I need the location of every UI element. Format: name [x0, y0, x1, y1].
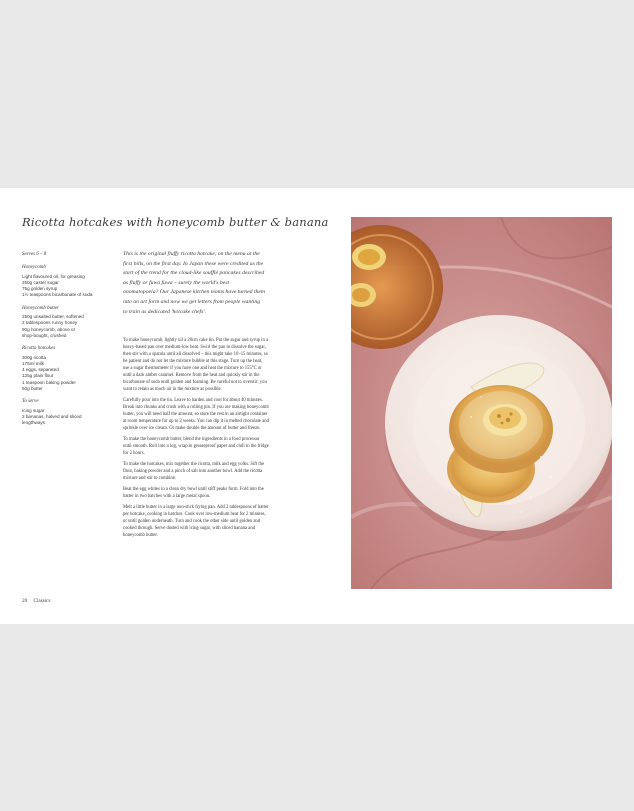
ingredient-group [22, 346, 114, 392]
ingredient-group-title: Ricotta hotcakes [22, 346, 56, 352]
ingredient-groups [22, 265, 114, 426]
ingredient-item: 300g ricotta [22, 354, 47, 360]
cookbook-page [0, 188, 634, 624]
section-name: Classics [33, 598, 51, 604]
ingredient-item: Light flavoured oil, for greasing [22, 273, 85, 279]
ingredient-item: Icing sugar [22, 407, 45, 413]
recipe-title: Ricotta hotcakes with honeycomb butter & banana [22, 215, 329, 229]
recipe-method [123, 338, 269, 544]
ingredient-item: 1 teaspoon baking powder [22, 379, 76, 385]
ingredient-item: 2 bananas, halved and sliced [22, 413, 82, 419]
ingredients-list [22, 252, 114, 434]
ingredient-group [22, 306, 114, 339]
ingredient-item: lengthways [22, 420, 45, 426]
ingredient-item: 175ml milk [22, 360, 44, 366]
method-step: Melt a little butter in a large non-stick frying pan. Add 2 tablespoons of batter per hotcake, cooking in batches. Cook over low-medium heat for 2 minutes, or until golden underneath. Turn and cook the other side until golden and cooked through. Serve dusted with icing sugar, with sliced banana and honeycomb butter. [123, 504, 269, 538]
page-footer [22, 598, 56, 604]
recipe-intro: This is the original fluffy ricotta hotcake, on the menu at the first bills, on the first day. In Japan these were credited as the start of the trend for the cloud-like soufflé pancakes described as fluffy or fuwa fuwa – surely the world's best onomatopoeia? Our Japanese kitchen teams have turned them into an art form and now we get letters from people wanting to train as dedicated 'hotcake chefs'. [123, 251, 265, 315]
ingredient-item: 90g honeycomb, above or [22, 326, 76, 332]
ingredient-item: shop-bought, crushed [22, 332, 67, 338]
food-photo-hotcakes-icon [351, 217, 612, 589]
method-step: Carefully pour into the tin. Leave to harden and cool for about 40 minutes. Break into chunks and crush with a rolling pin. If you are making honeycomb butter, you will need half the amount, so store the rest in an airtight container at room temperature for up to 2 weeks. You can dip it in melted chocolate and sprinkle over ice cream. Or make double the amount of butter and freeze. [123, 397, 269, 431]
ingredient-group-title: Honeycomb butter [22, 305, 60, 311]
page-number: 20 [22, 598, 28, 604]
ingredient-item: 50g butter [22, 386, 43, 392]
method-step: To make honeycomb, lightly oil a 20cm cake tin. Put the sugar and syrup in a heavy-based pan over medium-low heat. Swirl the pan to dissolve the sugar, then stir with a spatula until all dissolved – this might take 10–15 minutes, so be patient and do not let the mixture bubble at this stage. Turn up the heat, use a sugar thermometer if you have one and heat the mixture to 155°C or until a dark amber caramel. Remove from the heat and quickly stir in the bicarbonate of soda until golden and foaming. Be careful not to overstir; you want to retain as much air in the mixture as possible. [123, 338, 269, 392]
method-step: To make the honeycomb butter, blend the ingredients in a food processor until smooth. Roll into a log, wrap in greaseproof paper and chill in the fridge for 2 hours. [123, 436, 269, 456]
ingredient-item: 75g golden syrup [22, 286, 58, 292]
ingredient-item: 1½ teaspoons bicarbonate of soda [22, 292, 93, 298]
ingredient-group [22, 265, 114, 298]
ingredient-group [22, 399, 114, 426]
ingredient-group-title: To serve [22, 399, 39, 405]
ingredient-group-title: Honeycomb [22, 265, 46, 271]
method-step: To make the hotcakes, mix together the ricotta, milk and egg yolks. Sift the flour, baking powder and a pinch of salt into another bowl. Add the ricotta mixture and stir to combine. [123, 461, 265, 481]
method-step: Beat the egg whites in a clean dry bowl until stiff peaks form. Fold into the batter in two batches with a large metal spoon. [123, 486, 264, 499]
food-photo [351, 217, 612, 589]
ingredient-item: 250g unsalted butter, softened [22, 314, 84, 320]
honeycomb-butter [483, 404, 527, 436]
serves-label: Serves 6 – 8 [22, 252, 47, 257]
ingredient-item: 125g plain flour [22, 373, 54, 379]
ingredient-item: 4 eggs, separated [22, 367, 59, 373]
ingredient-item: 2 tablespoons runny honey [22, 320, 78, 326]
ingredient-item: 250g caster sugar [22, 279, 59, 285]
